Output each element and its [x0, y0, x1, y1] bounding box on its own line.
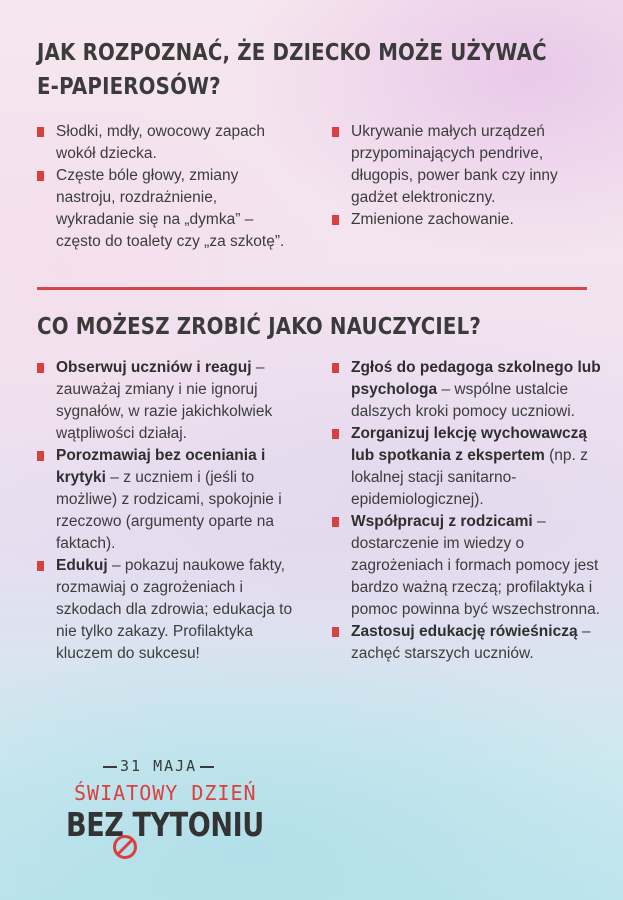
bullet-icon	[37, 363, 44, 373]
list-item: Obserwuj uczniów i reaguj – zauważaj zmiany i nie ignoruj sygnałów, w razie jakichkolwiek wątpliwości działaj.	[37, 357, 302, 445]
list-item: Zastosuj edukację rówieśniczą – zachęć starszych uczniów.	[332, 621, 602, 665]
list-item: Porozmawiaj bez oceniania i krytyki – z uczniem i (jeśli to możliwe) z rodzicami, spokojnie i rzeczowo (argumenty oparte na faktach).	[37, 445, 302, 555]
list-item: Słodki, mdły, owocowy zapach wokół dziecka.	[37, 121, 287, 165]
list-item: Zgłoś do pedagoga szkolnego lub psychologa – wspólne ustalcie dalszych kroki pomocy uczniowi.	[332, 357, 602, 423]
section2-title: CO MOŻESZ ZROBIĆ JAKO NAUCZYCIEL?	[37, 314, 482, 340]
bullet-icon	[37, 451, 44, 461]
list-item: Zorganizuj lekcję wychowawczą lub spotkania z ekspertem (np. z lokalnej stacji sanitarno-epidemiologicznej).	[332, 423, 602, 511]
dash-icon	[200, 766, 214, 768]
no-smoking-icon	[112, 834, 138, 860]
list-item: Współpracuj z rodzicami – dostarczenie im wiedzy o zagrożeniach i formach pomocy jest bardzo ważną rzeczą; profilaktyka i pomoc powinna być wszechstronna.	[332, 511, 602, 621]
bullet-icon	[332, 627, 339, 637]
bullet-icon	[37, 127, 44, 137]
list-item: Zmienione zachowanie.	[332, 209, 602, 231]
section2-right-list	[332, 357, 602, 665]
dash-icon	[103, 766, 117, 768]
list-item: Częste bóle głowy, zmiany nastroju, rozdrażnienie, wykradanie się na „dymka” – często do toalety czy „za szkotę”.	[37, 165, 287, 253]
section2-left-list	[37, 357, 302, 665]
bullet-icon	[332, 215, 339, 225]
bullet-icon	[332, 429, 339, 439]
section1-right-list	[332, 121, 602, 231]
bullet-icon	[37, 171, 44, 181]
bullet-icon	[332, 517, 339, 527]
logo-line2: BEZ TYTONIU	[66, 805, 264, 844]
bullet-icon	[332, 127, 339, 137]
list-item: Edukuj – pokazuj naukowe fakty, rozmawiaj o zagrożeniach i szkodach dla zdrowia; edukacja to nie tylko zakazy. Profilaktyka kluczem do sukcesu!	[37, 555, 302, 665]
section1-title: JAK ROZPOZNAĆ, ŻE DZIECKO MOŻE UŻYWAĆ E-PAPIEROSÓW?	[37, 40, 547, 100]
section1-left-list	[37, 121, 287, 253]
list-item: Ukrywanie małych urządzeń przypominających pendrive, długopis, power bank czy inny gadżet elektroniczny.	[332, 121, 602, 209]
world-no-tobacco-day-logo	[62, 755, 282, 865]
logo-line1: ŚWIATOWY DZIEŃ	[74, 781, 257, 805]
logo-date: 31 MAJA	[100, 757, 217, 775]
bullet-icon	[332, 363, 339, 373]
bullet-icon	[37, 561, 44, 571]
section-divider	[37, 287, 587, 290]
